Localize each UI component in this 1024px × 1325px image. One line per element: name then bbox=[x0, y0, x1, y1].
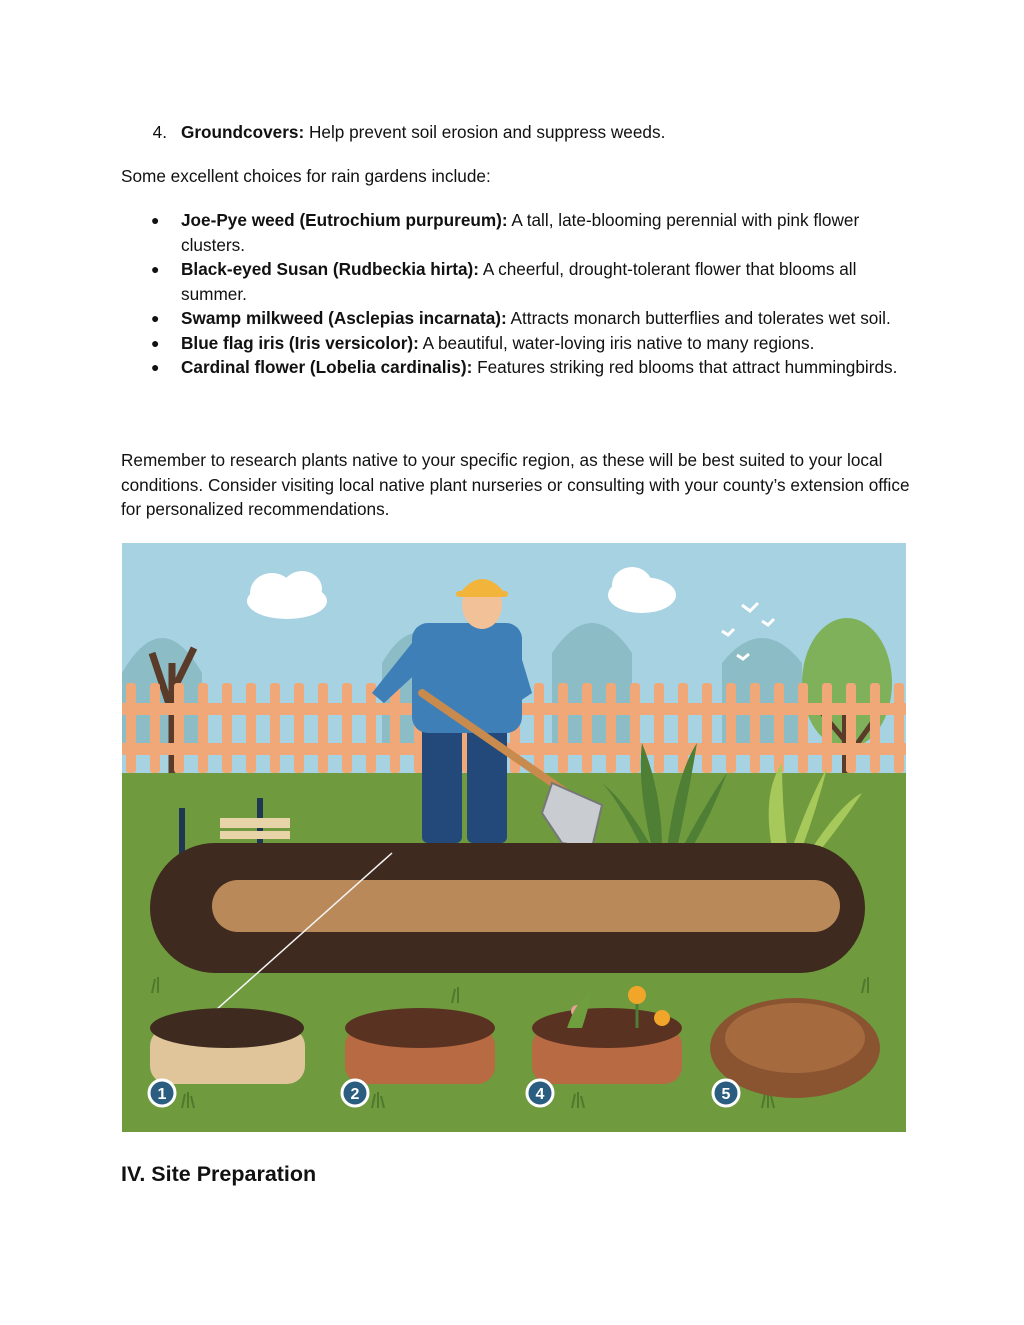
fence-picket bbox=[222, 683, 232, 773]
fence-picket bbox=[198, 683, 208, 773]
svg-text:4: 4 bbox=[535, 1086, 545, 1103]
fence-picket bbox=[246, 683, 256, 773]
planter-step-2 bbox=[345, 1008, 495, 1084]
list-item bbox=[121, 257, 911, 306]
fence-picket bbox=[870, 683, 880, 773]
plant-description: A cheerful, drought-tolerant flower that blooms all summer. bbox=[181, 259, 857, 304]
plant-description: A beautiful, water-loving iris native to many regions. bbox=[418, 332, 815, 353]
bullet-icon: ● bbox=[151, 212, 160, 228]
fence-picket bbox=[894, 683, 904, 773]
step-badge-5 bbox=[713, 1080, 739, 1106]
rain-garden-illustration bbox=[122, 543, 906, 1132]
cloud-icon bbox=[247, 571, 327, 619]
plant-description: Features striking red blooms that attract hummingbirds. bbox=[472, 357, 898, 377]
fence-picket bbox=[630, 683, 640, 773]
fence-picket bbox=[846, 683, 856, 773]
list-item bbox=[121, 355, 911, 380]
fence-picket bbox=[126, 683, 136, 773]
fence-picket bbox=[726, 683, 736, 773]
bullet-icon: ● bbox=[151, 310, 160, 326]
planter-step-1 bbox=[150, 1008, 305, 1084]
fence-picket bbox=[390, 683, 400, 773]
list-item bbox=[121, 331, 911, 356]
section-heading: IV. Site Preparation bbox=[121, 1162, 317, 1186]
fence-picket bbox=[150, 683, 160, 773]
plant-description: A tall, late-blooming perennial with pink flower clusters. bbox=[181, 210, 860, 255]
fence-picket bbox=[774, 683, 784, 773]
fence-picket bbox=[798, 683, 808, 773]
fence-picket bbox=[606, 683, 616, 773]
svg-text:2: 2 bbox=[350, 1086, 360, 1103]
fence-picket bbox=[822, 683, 832, 773]
list-item-text bbox=[181, 120, 665, 145]
fence-picket bbox=[270, 683, 280, 773]
fence-picket bbox=[750, 683, 760, 773]
list-number: 4. bbox=[152, 122, 167, 142]
fence-picket bbox=[678, 683, 688, 773]
plant-name: Blue flag iris (Iris versicolor): bbox=[181, 332, 419, 353]
fence-picket bbox=[558, 683, 568, 773]
svg-text:5: 5 bbox=[721, 1086, 731, 1103]
list-item bbox=[121, 208, 911, 257]
bullet-icon: ● bbox=[151, 359, 160, 375]
fence-picket bbox=[342, 683, 352, 773]
list-item bbox=[121, 306, 911, 331]
fence-picket bbox=[654, 683, 664, 773]
plant-name: Swamp milkweed (Asclepias incarnata): bbox=[181, 308, 507, 328]
svg-text:1: 1 bbox=[157, 1086, 167, 1103]
fence-picket bbox=[534, 683, 544, 773]
plant-name: Cardinal flower (Lobelia cardinalis): bbox=[181, 357, 473, 377]
numbered-list-item bbox=[121, 120, 911, 145]
bullet-icon: ● bbox=[151, 261, 160, 277]
plant-list bbox=[121, 208, 911, 380]
list-item-term: Groundcovers: bbox=[181, 122, 305, 142]
plant-description: Attracts monarch butterflies and tolerates wet soil. bbox=[506, 308, 891, 328]
plant-name: Joe-Pye weed (Eutrochium purpureum): bbox=[181, 210, 508, 230]
fence-picket bbox=[318, 683, 328, 773]
fence-picket bbox=[174, 683, 184, 773]
bullet-icon: ● bbox=[151, 334, 160, 351]
recommendation-paragraph: Remember to research plants native to your specific region, as these will be best suited to your local conditions. Consider visiting local native plant nurseries or consulting with your county’s extension office for personalized recommendations. bbox=[121, 450, 910, 519]
intro-paragraph: Some excellent choices for rain gardens include: bbox=[121, 166, 491, 186]
fence-picket bbox=[582, 683, 592, 773]
fence-picket bbox=[366, 683, 376, 773]
fence-picket bbox=[702, 683, 712, 773]
sand-layer bbox=[212, 880, 840, 932]
plant-name: Black-eyed Susan (Rudbeckia hirta): bbox=[181, 259, 480, 279]
step-badge-4 bbox=[527, 1080, 553, 1106]
step-badge-2 bbox=[342, 1080, 368, 1106]
list-item-description: Help prevent soil erosion and suppress weeds. bbox=[304, 122, 666, 142]
step-badge-1 bbox=[149, 1080, 175, 1106]
fence-picket bbox=[294, 683, 304, 773]
